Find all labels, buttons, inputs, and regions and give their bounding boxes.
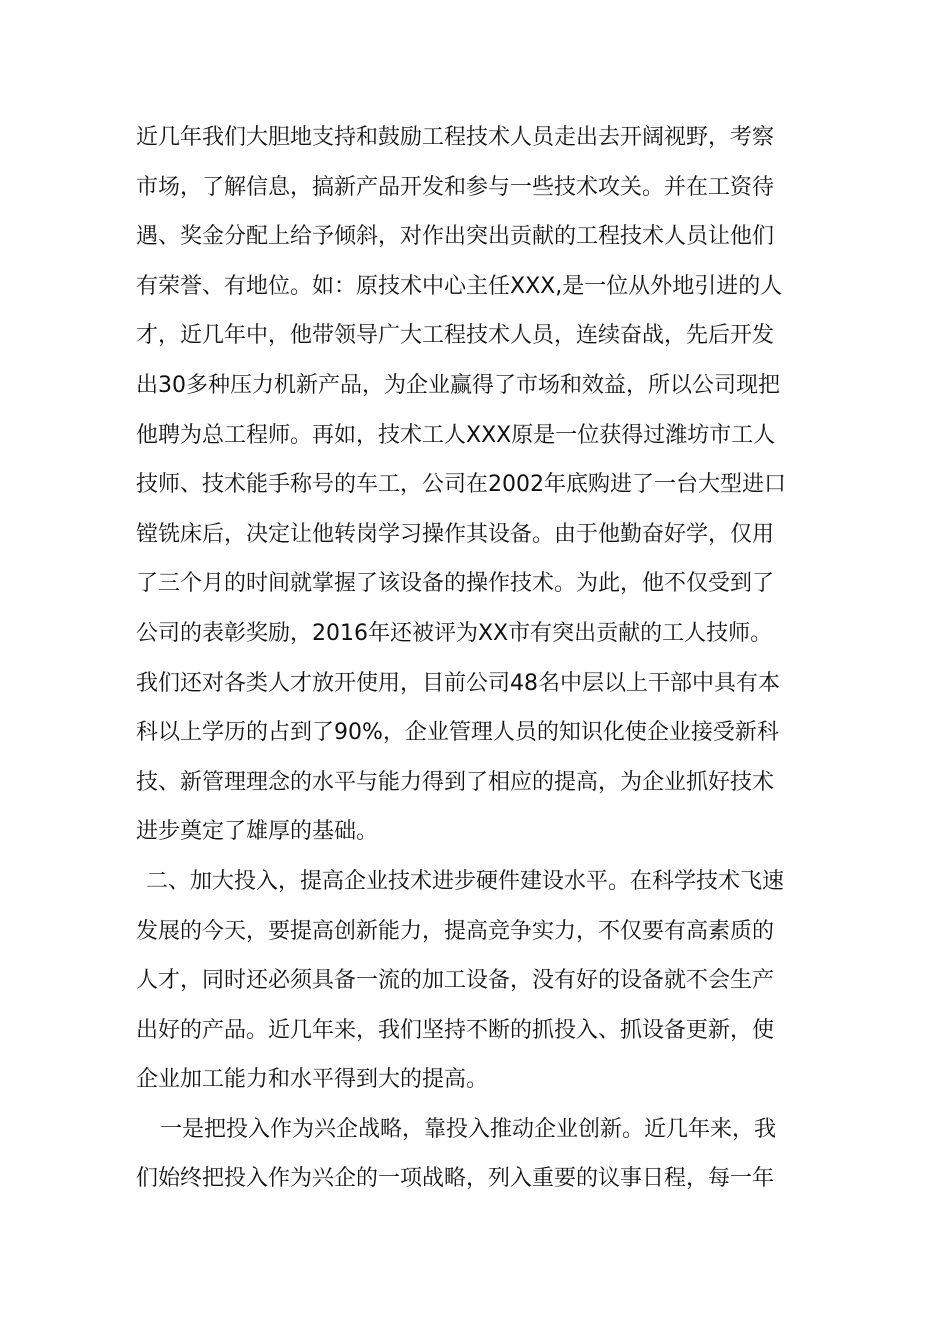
text-line: 才，近几年中，他带领导广大工程技术人员，连续奋战，先后开发 <box>136 323 775 349</box>
text-line: 企业加工能力和水平得到大的提高。 <box>136 1067 489 1093</box>
text-line: 公司的表彰奖励，2016年还被评为XX市有突出贡献的工人技师。 <box>136 620 773 646</box>
text-line: 近几年我们大胆地支持和鼓励工程技术人员走出去开阔视野，考察 <box>136 125 775 150</box>
text-line: 出好的产品。近几年来，我们坚持不断的抓投入、抓设备更新，使 <box>136 1017 775 1043</box>
text-line: 们始终把投入作为兴企的一项战略，列入重要的议事日程，每一年 <box>136 1166 775 1192</box>
text-line: 市场，了解信息，搞新产品开发和参与一些技术攻关。并在工资待 <box>136 174 775 200</box>
text-line: 出30多种压力机新产品，为企业赢得了市场和效益，所以公司现把 <box>136 372 780 398</box>
text-line: 遇、奖金分配上给予倾斜，对作出突出贡献的工程技术人员让他们 <box>136 224 775 250</box>
text-line: 我们还对各类人才放开使用，目前公司48名中层以上干部中具有本 <box>136 670 780 696</box>
text-line: 有荣誉、有地位。如：原技术中心主任XXX,是一位从外地引进的人 <box>136 273 783 299</box>
text-line: 了三个月的时间就掌握了该设备的操作技术。为此，他不仅受到了 <box>136 571 775 597</box>
document-body <box>136 113 836 1204</box>
text-line: 发展的今天，要提高创新能力，提高竞争实力，不仅要有高素质的 <box>136 918 775 944</box>
text-line: 技师、技术能手称号的车工，公司在2002年底购进了一台大型进口 <box>136 472 786 498</box>
text-line: 镗铣床后，决定让他转岗学习操作其设备。由于他勤奋好学，仅用 <box>136 521 775 547</box>
text-line: 进步奠定了雄厚的基础。 <box>136 819 379 845</box>
text-line: 人才，同时还必须具备一流的加工设备，没有好的设备就不会生产 <box>136 968 775 994</box>
paragraph-start-line: 一是把投入作为兴企战略，靠投入推动企业创新。近几年来，我 <box>160 1116 777 1142</box>
text-line: 技、新管理理念的水平与能力得到了相应的提高，为企业抓好技术 <box>136 769 775 795</box>
text-line: 他聘为总工程师。再如，技术工人XXX原是一位获得过潍坊市工人 <box>136 422 776 448</box>
section-heading-line: 二、加大投入，提高企业技术进步硬件建设水平。在科学技术飞速 <box>146 868 785 894</box>
text-line: 科以上学历的占到了90%，企业管理人员的知识化使企业接受新科 <box>136 720 779 746</box>
